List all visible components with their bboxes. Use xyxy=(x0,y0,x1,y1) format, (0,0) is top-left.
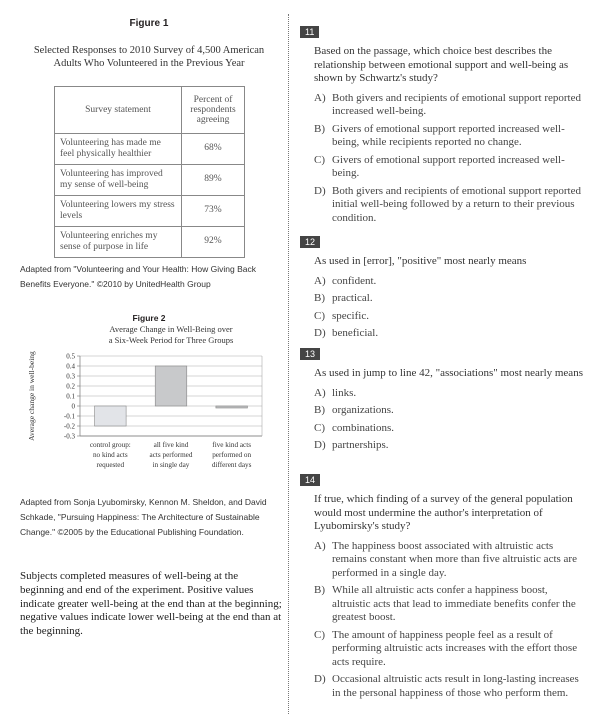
option-text: Both givers and recipients of emotional support reported initial well-being followed by a return to their previous condition. xyxy=(332,184,581,224)
option-text: The happiness boost associated with altruistic acts remains constant when more than five altruistic acts are performed in a single day. xyxy=(332,539,577,579)
answer-option-a[interactable] xyxy=(314,92,586,119)
questions-column xyxy=(300,0,586,721)
x-tick-label: all five kind xyxy=(153,441,189,449)
option-text: confident. xyxy=(332,274,377,287)
answer-option-c[interactable] xyxy=(314,422,586,436)
y-tick-label: 0.5 xyxy=(66,352,75,361)
table-row xyxy=(55,227,245,258)
option-letter: A) xyxy=(314,539,326,552)
question-11 xyxy=(300,22,586,229)
table-row xyxy=(55,165,245,196)
x-tick-label: performed on xyxy=(212,451,252,459)
option-letter: A) xyxy=(314,386,326,399)
option-letter: D) xyxy=(314,327,326,339)
option-letter: D) xyxy=(314,673,326,685)
column-header-statement: Survey statement xyxy=(55,87,182,134)
option-text: combinations. xyxy=(332,421,395,434)
question-12 xyxy=(300,232,586,345)
question-number: 13 xyxy=(300,348,320,360)
option-letter: C) xyxy=(314,421,325,434)
option-letter: D) xyxy=(314,439,326,451)
option-letter: B) xyxy=(314,404,325,416)
answer-options xyxy=(314,275,586,341)
answer-option-d[interactable] xyxy=(314,439,586,453)
figure2-title: Figure 2 xyxy=(132,313,166,323)
answer-option-a[interactable] xyxy=(314,275,586,289)
answer-option-b[interactable] xyxy=(314,404,586,418)
figure1-source: Adapted from "Volunteering and Your Health: How Giving Back Benefits Everyone." ©2010 by UnitedHealth Group xyxy=(20,264,256,289)
figure2-note: Subjects completed measures of well-being at the beginning and end of the experiment. Positive values indicate greater well-being at the end than at the beginning; negative values indicate lower well-being at the end than at the beginning. xyxy=(20,570,282,638)
option-letter: A) xyxy=(314,91,326,104)
question-stem: If true, which finding of a survey of the general population would most undermine the author's interpretation of Lyubomirsky's study? xyxy=(314,493,573,532)
answer-options xyxy=(314,92,586,226)
y-tick-label: 0.1 xyxy=(66,392,75,401)
option-text: links. xyxy=(332,386,357,399)
option-text: organizations. xyxy=(332,404,394,416)
figure1-title: Figure 1 xyxy=(129,18,169,29)
row-statement: Volunteering has made me feel physically healthier xyxy=(55,134,182,165)
y-tick-label: -0.1 xyxy=(63,412,75,421)
option-letter: C) xyxy=(314,153,325,166)
survey-table xyxy=(54,86,245,258)
question-number: 14 xyxy=(300,474,320,486)
answer-option-a[interactable] xyxy=(314,540,586,581)
question-stem: Based on the passage, which choice best describes the relationship between emotional support and well-being as shown by Schwartz's study? xyxy=(314,45,569,84)
x-tick-label: no kind acts xyxy=(92,451,128,459)
table-row xyxy=(55,134,245,165)
answer-option-d[interactable] xyxy=(314,327,586,341)
option-text: Both givers and recipients of emotional support reported increased well-being. xyxy=(332,91,581,117)
y-tick-label: 0.2 xyxy=(66,382,75,391)
x-tick-label: different days xyxy=(211,461,252,469)
y-tick-label: -0.3 xyxy=(63,432,75,441)
option-letter: C) xyxy=(314,309,325,322)
bar xyxy=(216,406,248,408)
answer-option-c[interactable] xyxy=(314,629,586,670)
answer-option-c[interactable] xyxy=(314,310,586,324)
question-stem: As used in jump to line 42, "associations" most nearly means xyxy=(314,367,583,379)
bar-chart xyxy=(20,320,278,490)
answer-option-c[interactable] xyxy=(314,154,586,181)
table-header-row xyxy=(55,87,245,134)
row-percent: 89% xyxy=(182,165,245,196)
x-tick-label: requested xyxy=(96,461,125,469)
option-letter: B) xyxy=(314,122,325,135)
y-tick-label: 0 xyxy=(71,402,75,411)
option-letter: B) xyxy=(314,292,325,304)
y-tick-label: -0.2 xyxy=(63,422,75,431)
row-statement: Volunteering enriches my sense of purpose in life xyxy=(55,227,182,258)
y-tick-label: 0.3 xyxy=(66,372,75,381)
row-statement: Volunteering has improved my sense of well-being xyxy=(55,165,182,196)
option-letter: D) xyxy=(314,184,326,197)
row-percent: 92% xyxy=(182,227,245,258)
x-tick-label: control group: xyxy=(89,441,131,449)
option-text: Givers of emotional support reported increased well-being, while recipients reported no change. xyxy=(332,122,565,148)
figure2-source: Adapted from Sonja Lyubomirsky, Kennon M. Sheldon, and David Schkade, "Pursuing Happiness: The Architecture of Sustainable Change." ©2005 by the Educational Publishing Foundation. xyxy=(20,497,267,537)
answer-options xyxy=(314,387,586,453)
row-statement: Volunteering lowers my stress levels xyxy=(55,196,182,227)
row-percent: 68% xyxy=(182,134,245,165)
option-text: practical. xyxy=(332,292,373,304)
question-number: 11 xyxy=(300,26,319,38)
left-column xyxy=(20,0,282,721)
option-text: specific. xyxy=(332,309,369,322)
column-divider xyxy=(288,14,289,714)
column-header-percent: Percent of respondents agreeing xyxy=(182,87,245,134)
question-14 xyxy=(300,470,586,704)
question-13 xyxy=(300,344,586,457)
option-text: Givers of emotional support reported increased well-being. xyxy=(332,153,565,179)
answer-option-d[interactable] xyxy=(314,673,586,700)
answer-options xyxy=(314,540,586,701)
answer-option-d[interactable] xyxy=(314,185,586,226)
option-text: The amount of happiness people feel as a result of performing altruistic acts increases with the effort those acts require. xyxy=(332,628,578,668)
option-text: partnerships. xyxy=(332,439,389,451)
answer-option-b[interactable] xyxy=(314,292,586,306)
y-tick-label: 0.4 xyxy=(66,362,75,371)
option-text: beneficial. xyxy=(332,327,379,339)
question-stem: As used in [error], "positive" most nearly means xyxy=(314,255,527,267)
answer-option-b[interactable] xyxy=(314,123,586,150)
bar xyxy=(155,366,187,406)
question-number: 12 xyxy=(300,236,320,248)
x-tick-label: acts performed xyxy=(149,451,193,459)
x-tick-label: in single day xyxy=(152,461,190,469)
option-text: Occasional altruistic acts result in long-lasting increases in the personal happiness of those who perform them. xyxy=(332,673,579,699)
option-letter: C) xyxy=(314,628,325,641)
option-letter: A) xyxy=(314,274,326,287)
chart-title-line: a Six-Week Period for Three Groups xyxy=(108,335,234,345)
figure1-caption: Selected Responses to 2010 Survey of 4,500 American Adults Who Volunteered in the Previous Year xyxy=(33,45,265,69)
bar xyxy=(95,406,127,426)
option-letter: B) xyxy=(314,584,325,596)
option-text: While all altruistic acts confer a happiness boost, altruistic acts that lead to immediate benefits confer the greatest boost. xyxy=(332,584,576,623)
answer-option-b[interactable] xyxy=(314,584,586,625)
figure2-chart xyxy=(20,320,278,490)
table-row xyxy=(55,196,245,227)
row-percent: 73% xyxy=(182,196,245,227)
x-tick-label: five kind acts xyxy=(212,441,252,449)
y-axis-label: Average change in well-being xyxy=(27,351,36,441)
chart-title-line: Average Change in Well-Being over xyxy=(109,324,233,334)
answer-option-a[interactable] xyxy=(314,387,586,401)
